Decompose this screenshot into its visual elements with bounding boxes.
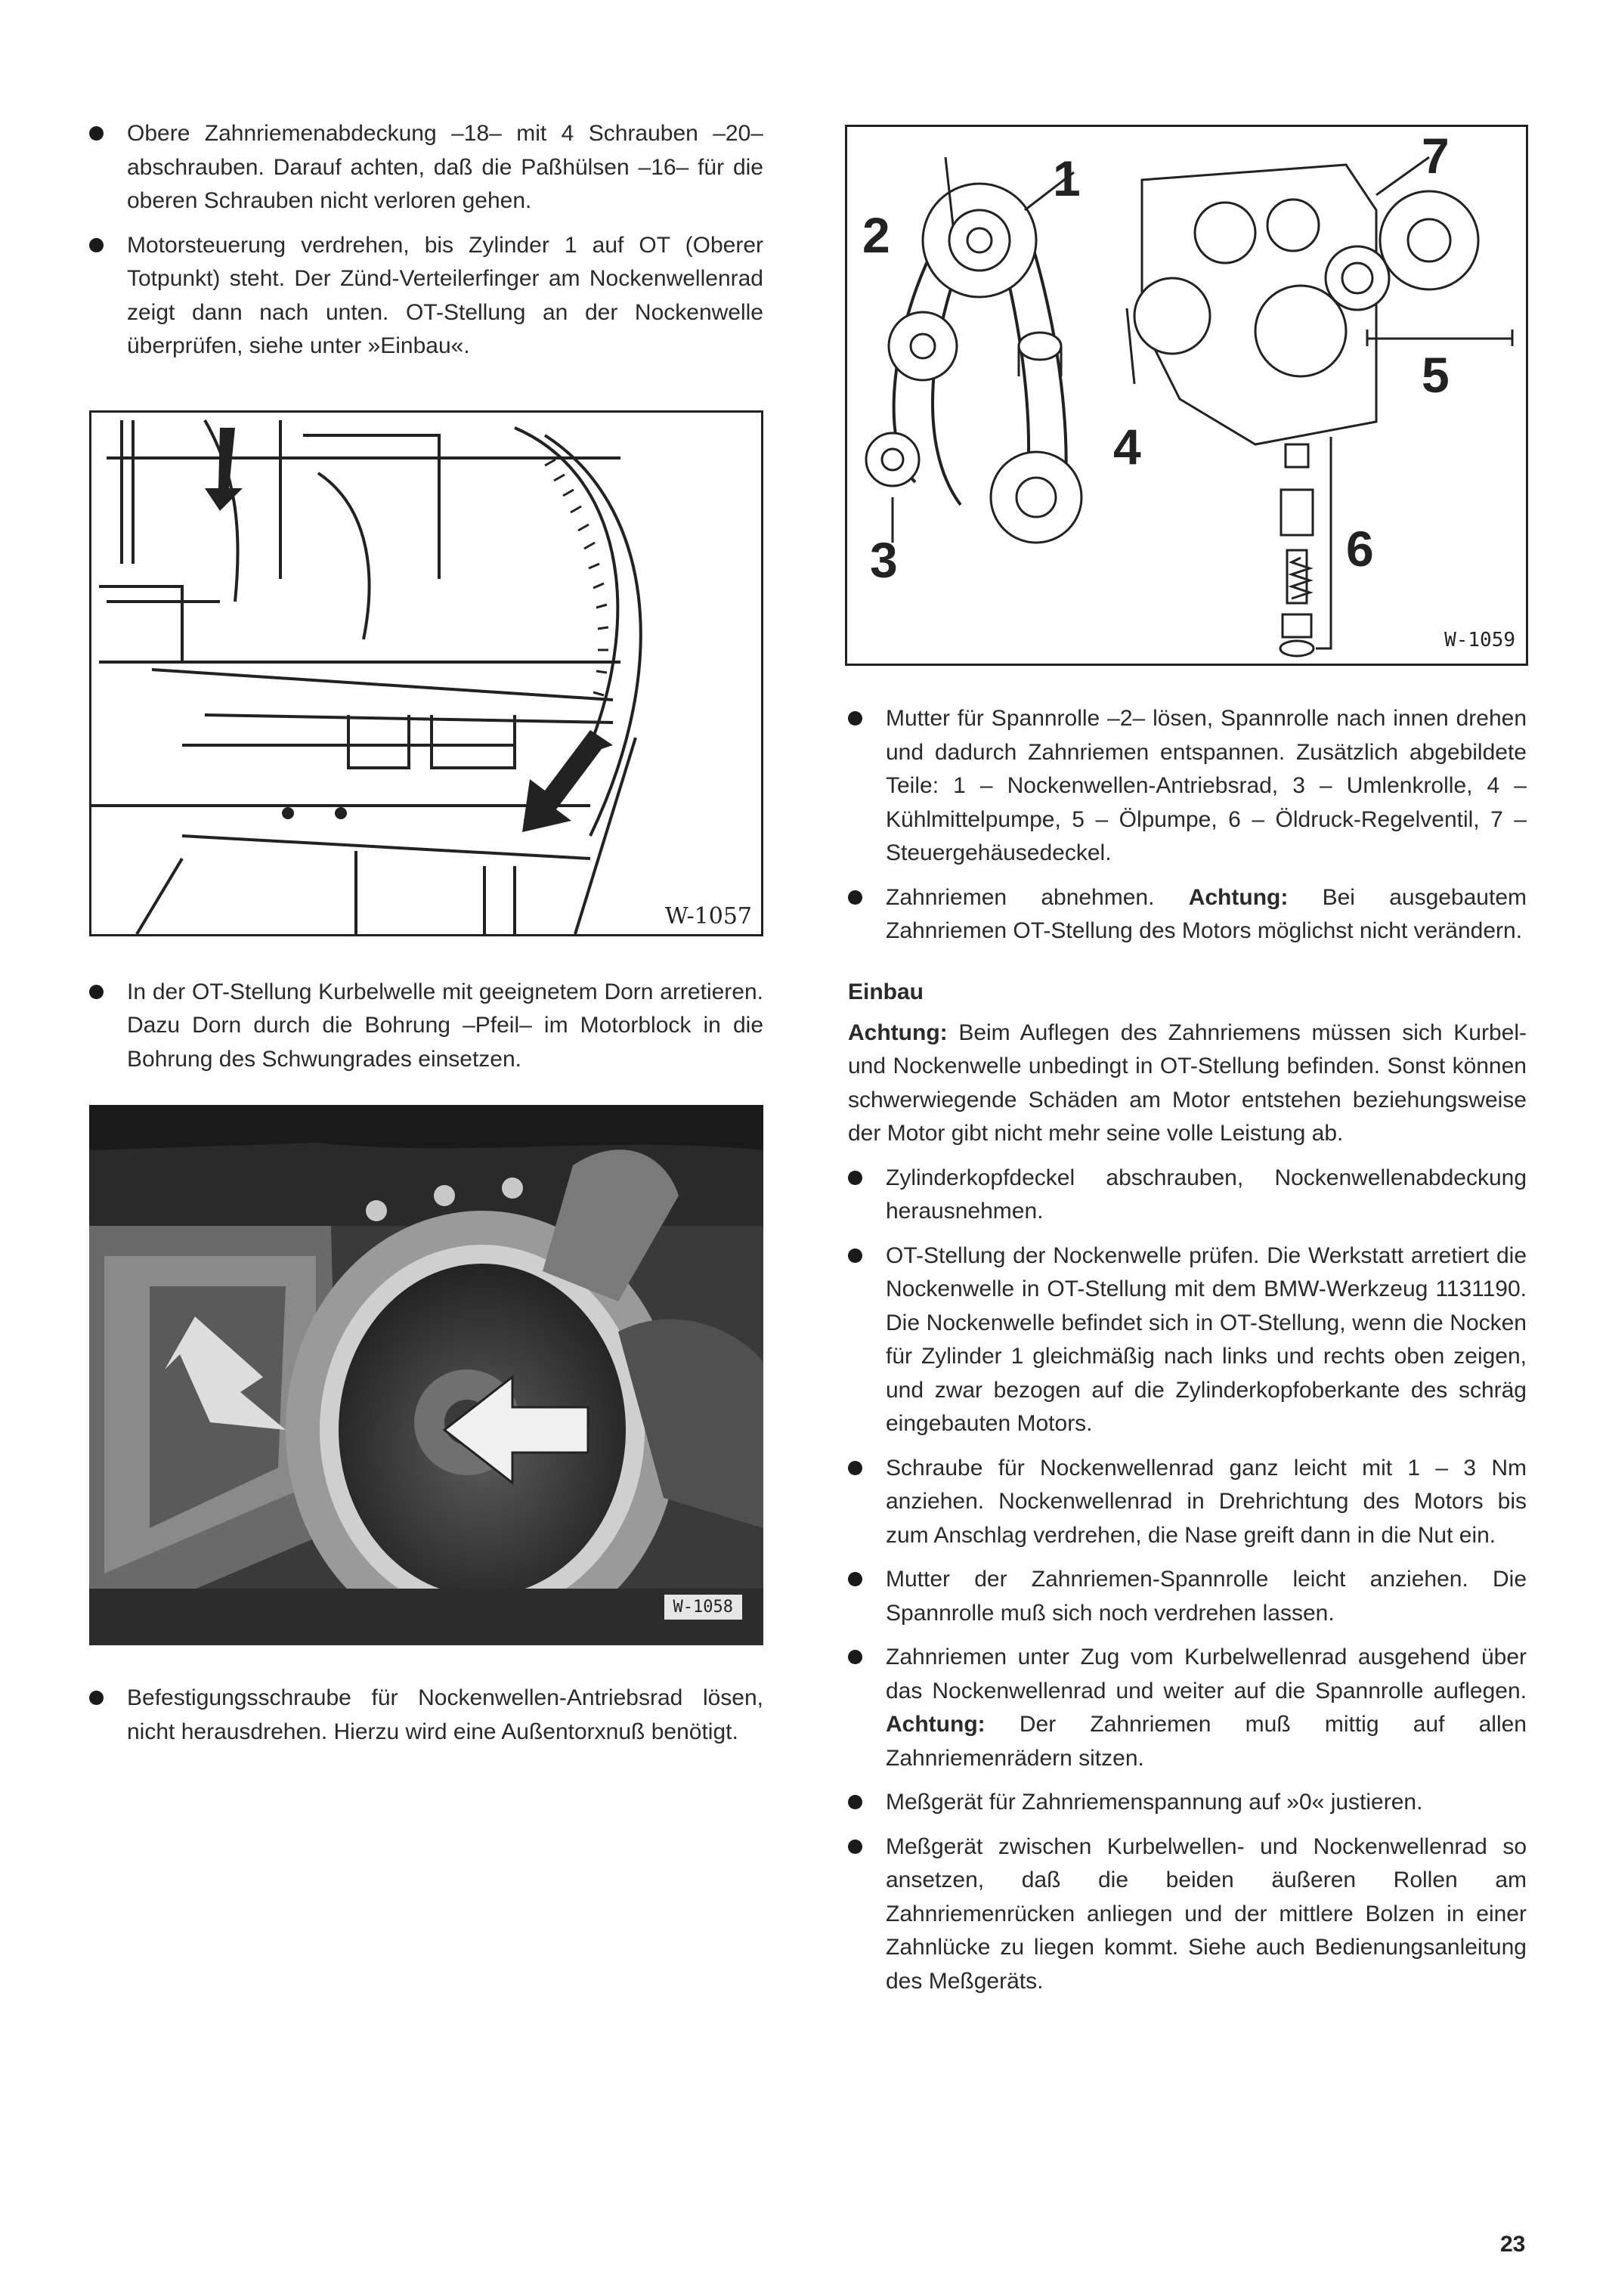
callout-5: 5 xyxy=(1422,347,1450,403)
list-item: Meßgerät für Zahnriemenspannung auf »0« justieren. xyxy=(848,1786,1527,1820)
list-item xyxy=(848,881,1527,948)
list-item: Mutter der Zahnriemen-Spannrolle leicht anziehen. Die Spannrolle muß sich noch verdrehen lassen. xyxy=(848,1563,1527,1630)
figure-label: W-1057 xyxy=(664,902,752,930)
list-item: Schraube für Nockenwellenrad ganz leicht mit 1 – 3 Nm anziehen. Nockenwellenrad in Drehrichtung des Motors bis zum Anschlag verdrehen, die Nase greift dann in die Nut ein. xyxy=(848,1452,1527,1553)
list-item: Befestigungsschraube für Nockenwellen-Antriebsrad lösen, nicht herausdrehen. Hierzu wird eine Außentorxnuß benötigt. xyxy=(89,1682,763,1749)
warning-label: Achtung: xyxy=(848,1020,948,1045)
list-item: Obere Zahnriemenabdeckung –18– mit 4 Schrauben –20– abschrauben. Darauf achten, daß die Paßhülsen –16– für die oberen Schrauben nicht verloren gehen. xyxy=(89,117,763,218)
warning-label: Achtung: xyxy=(886,1712,986,1737)
list-item xyxy=(848,1641,1527,1775)
list-item: Mutter für Spannrolle –2– lösen, Spannrolle nach innen drehen und dadurch Zahnriemen entspannen. Zusätzlich abgebildete Teile: 1 – Nockenwellen-Antriebsrad, 3 – Umlenkrolle, 4 – Kühlmittelpumpe, 5 – Ölpumpe, 6 – Öldruck-Regelventil, 7 – Steuergehäusedeckel. xyxy=(848,702,1527,871)
list-item: Meßgerät zwischen Kurbelwellen- und Nockenwellenrad so ansetzen, daß die beiden äußeren Rollen am Zahnriemenrücken anliegen und der mittlere Bolzen in einer Zahnlücke zu liegen kommt. Siehe auch Bedienungsanleitung des Meßgeräts. xyxy=(848,1830,1527,1999)
list-item-text: Zahnriemen unter Zug vom Kurbelwellenrad ausgehend über das Nockenwellenrad und weiter auf die Spannrolle auflegen. xyxy=(886,1645,1527,1703)
callout-7: 7 xyxy=(1422,128,1450,184)
page-number: 23 xyxy=(1500,2232,1526,2257)
callout-6: 6 xyxy=(1346,521,1374,577)
flywheel-drawing-svg xyxy=(91,413,761,934)
callout-2: 2 xyxy=(862,207,890,263)
callout-4: 4 xyxy=(1113,419,1141,475)
warning-label: Achtung: xyxy=(1188,884,1289,910)
left-column xyxy=(89,117,763,1759)
intro-text: Beim Auflegen des Zahnriemens müssen sich Kurbel- und Nockenwelle unbedingt in OT-Stellung befinden. Sonst können schwerwiegende Schäden am Motor entstehen beziehungsweise der Motor gibt nicht mehr seine volle Leistung ab. xyxy=(848,1020,1527,1146)
warning-text: Bei ausgebautem Zahnriemen OT-Stellung des Motors möglichst nicht verändern. xyxy=(886,884,1527,943)
list-item-text: Zahnriemen abnehmen. xyxy=(886,884,1155,910)
callout-1: 1 xyxy=(1053,150,1081,206)
right-column xyxy=(848,125,1527,2009)
figure-flywheel-drawing xyxy=(89,410,763,936)
list-item: OT-Stellung der Nockenwelle prüfen. Die Werkstatt arretiert die Nockenwelle in OT-Stellung mit dem BMW-Werkzeug 1131190. Die Nockenwelle befindet sich in OT-Stellung, wenn die Nocken für Zylinder 1 gleichmäßig nach links und rechts oben zeigen, und zwar bezogen auf die Zylinderkopfoberkante des schräg eingebauten Motors. xyxy=(848,1239,1527,1441)
figure-label: W-1059 xyxy=(1444,629,1515,651)
photo-engine-camshaft xyxy=(89,1105,763,1645)
section-heading-einbau: Einbau xyxy=(848,979,924,1004)
list-item: Zylinderkopfdeckel abschrauben, Nockenwellenabdeckung herausnehmen. xyxy=(848,1162,1527,1229)
callout-3: 3 xyxy=(870,532,898,588)
intro-paragraph xyxy=(848,1016,1527,1151)
list-item: Motorsteuerung verdrehen, bis Zylinder 1 auf OT (Oberer Totpunkt) steht. Der Zünd-Verteilerfinger am Nockenwellenrad zeigt dann nach unten. OT-Stellung an der Nockenwelle überprüfen, siehe unter »Einbau«. xyxy=(89,229,763,364)
figure-timing-belt-exploded xyxy=(845,125,1528,666)
engine-photo-svg xyxy=(89,1105,763,1645)
warning-text: Der Zahnriemen muß mittig auf allen Zahnriemenrädern sitzen. xyxy=(886,1712,1527,1771)
list-item: In der OT-Stellung Kurbelwelle mit geeignetem Dorn arretieren. Dazu Dorn durch die Bohrung –Pfeil– im Motorblock in die Bohrung des Schwungrades einsetzen. xyxy=(89,976,763,1077)
figure-label: W-1058 xyxy=(664,1595,742,1620)
